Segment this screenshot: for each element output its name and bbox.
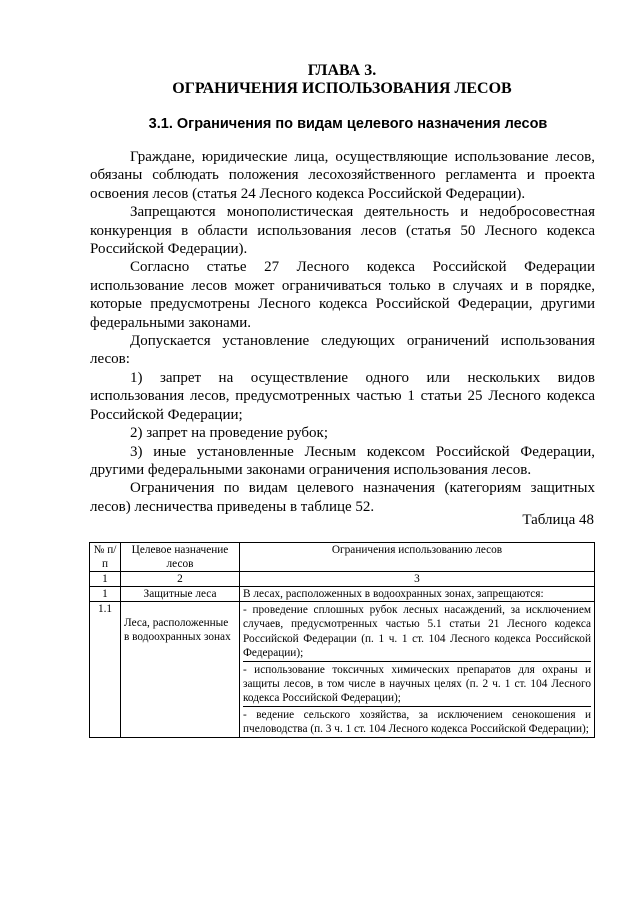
row-restriction-list [240, 602, 595, 738]
body-text [90, 148, 595, 516]
restriction-item: - использование токсичных химических препаратов для охраны и защиты лесов, в том числе в научных целях (п. 2 ч. 1 ст. 104 Лесного кодекса Российской Федерации); [243, 662, 591, 707]
header-cell-purpose: Целевое назначение лесов [121, 543, 240, 572]
row-num: 1 [90, 587, 121, 602]
purpose-text: Леса, расположенные в водоохранных зонах [124, 617, 231, 644]
table-row [90, 602, 595, 738]
paragraph: Ограничения по видам целевого назначения (категориям защитных лесов) лесничества приведены в таблице 52. [90, 480, 595, 515]
paragraph: 3) иные установленные Лесным кодексом Российской Федерации, другими федеральными законами ограничения использования лесов. [90, 443, 595, 478]
paragraph: Граждане, юридические лица, осуществляющие использование лесов, обязаны соблюдать положения лесохозяйственного регламента и проекта освоения лесов (статья 24 Лесного кодекса Российской Федерации). [90, 149, 595, 202]
table-row [90, 587, 595, 602]
row-purpose [121, 602, 240, 738]
section-title: 3.1. Ограничения по видам целевого назначения лесов [148, 116, 548, 132]
table-header-row [90, 543, 595, 572]
restriction-item: - ведение сельского хозяйства, за исключением сенокошения и пчеловодства (п. 3 ч. 1 ст. 104 Лесного кодекса Российской Федерации); [243, 709, 591, 736]
header-cell-num: № п/п [90, 543, 121, 572]
table-number-row [90, 572, 595, 587]
table-caption: Таблица 48 [522, 512, 594, 528]
number-cell: 3 [240, 572, 595, 587]
header-cell-restriction: Ограничения использованию лесов [240, 543, 595, 572]
chapter-number: ГЛАВА 3. [307, 62, 377, 79]
restriction-item: - проведение сплошных рубок лесных насаждений, за исключением случаев, предусмотренных частью 5.1 статьи 21 Лесного кодекса Российской Федерации (п. 1 ч. 1 ст. 104 Лесного кодекса Российской Федерации); [243, 602, 591, 661]
chapter-title: ОГРАНИЧЕНИЯ ИСПОЛЬЗОВАНИЯ ЛЕСОВ [172, 80, 512, 97]
paragraph: 2) запрет на проведение рубок; [130, 425, 328, 442]
number-cell: 2 [121, 572, 240, 587]
paragraph: Допускается установление следующих ограничений использования лесов: [90, 333, 595, 368]
paragraph: 1) запрет на осуществление одного или нескольких видов использования лесов, предусмотренных частью 1 статьи 25 Лесного кодекса Российской Федерации; [90, 369, 595, 423]
row-purpose: Защитные леса [121, 587, 240, 602]
row-num: 1.1 [90, 602, 121, 738]
restrictions-table [89, 542, 595, 738]
row-restriction: В лесах, расположенных в водоохранных зонах, запрещаются: [240, 587, 595, 602]
number-cell: 1 [90, 572, 121, 587]
paragraph: Согласно статье 27 Лесного кодекса Российской Федерации использование лесов может ограничиваться только в случаях и в порядке, которые предусмотрены Лесного кодекса Российской Федерации, другими федеральными законами. [90, 259, 595, 331]
paragraph: Запрещаются монополистическая деятельность и недобросовестная конкуренция в области использования лесов (статья 50 Лесного кодекса Российской Федерации). [90, 204, 595, 258]
